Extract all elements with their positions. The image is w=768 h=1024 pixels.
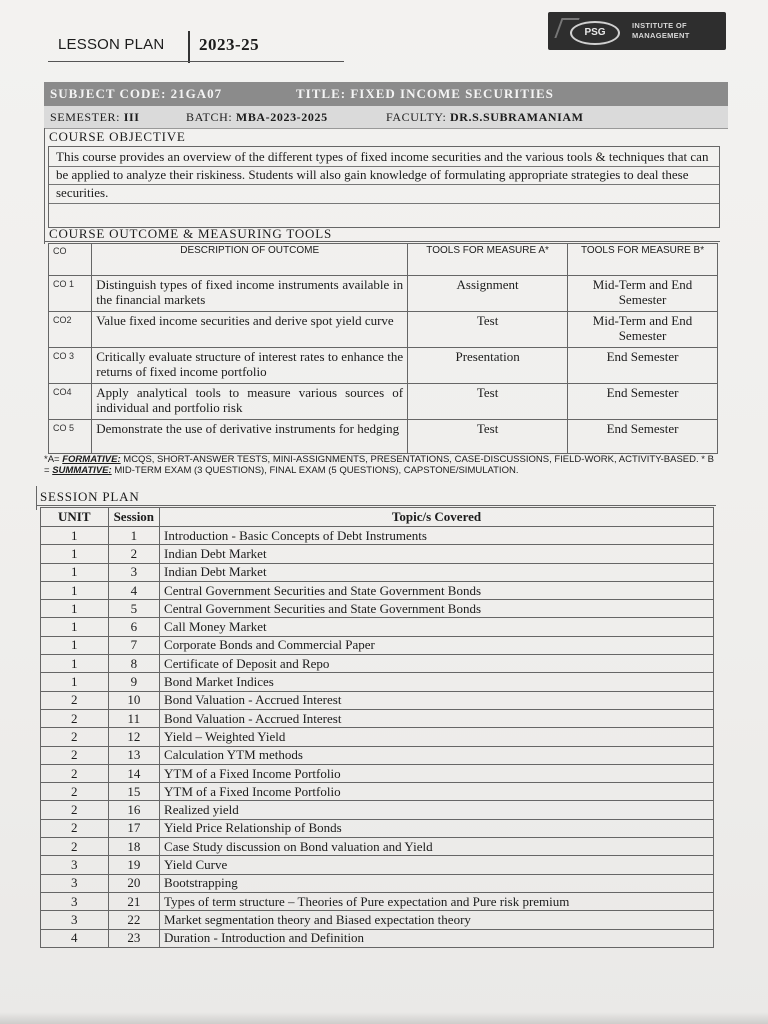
col-measure-a-header: TOOLS FOR MEASURE A*	[408, 244, 568, 276]
session-number: 10	[108, 691, 159, 709]
session-row	[41, 728, 714, 746]
faculty-info	[386, 110, 584, 125]
course-outcome-table	[48, 243, 718, 454]
session-topic: Central Government Securities and State Government Bonds	[160, 581, 714, 599]
semester-info	[50, 110, 140, 125]
session-topic: Realized yield	[160, 801, 714, 819]
co-measure-a: Test	[408, 312, 568, 348]
logo-abbreviation: PSG	[570, 21, 620, 45]
session-unit: 1	[41, 527, 109, 545]
session-topic: Yield Price Relationship of Bonds	[160, 819, 714, 837]
note-b-prefix: * B =	[44, 454, 714, 476]
session-unit: 1	[41, 655, 109, 673]
session-unit: 1	[41, 600, 109, 618]
session-table-body	[41, 527, 714, 948]
session-unit: 2	[41, 801, 109, 819]
session-row	[41, 673, 714, 691]
batch-label: BATCH:	[186, 110, 233, 124]
session-row	[41, 911, 714, 929]
session-unit: 2	[41, 819, 109, 837]
outcome-header-row	[49, 244, 718, 276]
co-description: Distinguish types of fixed income instruments available in the financial markets	[92, 276, 408, 312]
ruled-line	[49, 203, 719, 204]
session-number: 19	[108, 856, 159, 874]
co-measure-b: End Semester	[568, 348, 718, 384]
session-unit: 2	[41, 764, 109, 782]
session-number: 16	[108, 801, 159, 819]
faculty-label: FACULTY:	[386, 110, 447, 124]
session-unit: 3	[41, 856, 109, 874]
session-unit: 1	[41, 636, 109, 654]
co-measure-a: Test	[408, 420, 568, 454]
session-number: 12	[108, 728, 159, 746]
co-measure-a: Assignment	[408, 276, 568, 312]
outcome-row	[49, 384, 718, 420]
col-unit-header: UNIT	[41, 508, 109, 527]
session-row	[41, 746, 714, 764]
header-divider	[188, 31, 190, 63]
session-row	[41, 838, 714, 856]
co-measure-b: Mid-Term and End Semester	[568, 312, 718, 348]
academic-year: 2023-25	[199, 35, 260, 54]
session-number: 7	[108, 636, 159, 654]
session-row	[41, 819, 714, 837]
faculty-value: DR.S.SUBRAMANIAM	[450, 110, 584, 124]
col-co-header: CO	[49, 244, 92, 276]
session-number: 17	[108, 819, 159, 837]
session-unit: 4	[41, 929, 109, 947]
institution-logo	[548, 12, 726, 50]
note-b-key: SUMMATIVE:	[52, 465, 112, 476]
session-topic: Certificate of Deposit and Repo	[160, 655, 714, 673]
session-unit: 2	[41, 838, 109, 856]
session-row	[41, 783, 714, 801]
col-session-header: Session	[108, 508, 159, 527]
col-measure-b-header: TOOLS FOR MEASURE B*	[568, 244, 718, 276]
session-number: 15	[108, 783, 159, 801]
note-a-prefix: *A=	[44, 454, 60, 465]
session-row	[41, 563, 714, 581]
co-id: CO4	[49, 384, 92, 420]
session-number: 3	[108, 563, 159, 581]
session-row	[41, 545, 714, 563]
session-topic: Duration - Introduction and Definition	[160, 929, 714, 947]
batch-value: MBA-2023-2025	[235, 110, 328, 124]
lesson-plan-label: LESSON PLAN	[58, 36, 165, 53]
outcome-row	[49, 276, 718, 312]
outcome-row	[49, 312, 718, 348]
session-row	[41, 929, 714, 947]
session-topic: Introduction - Basic Concepts of Debt Instruments	[160, 527, 714, 545]
session-number: 8	[108, 655, 159, 673]
session-number: 1	[108, 527, 159, 545]
session-topic: Corporate Bonds and Commercial Paper	[160, 636, 714, 654]
session-topic: Yield Curve	[160, 856, 714, 874]
course-objective-box	[48, 146, 720, 228]
course-objective-text: This course provides an overview of the different types of fixed income securities and the various tools & techniques that can be applied to analyze their riskiness. Students will also gain knowledge of formulating appropriate strategies to deal these securities.	[56, 149, 709, 200]
session-unit: 1	[41, 545, 109, 563]
batch-info	[186, 110, 328, 125]
session-row	[41, 856, 714, 874]
session-unit: 2	[41, 691, 109, 709]
session-number: 5	[108, 600, 159, 618]
session-left-rule	[36, 486, 37, 510]
session-number: 2	[108, 545, 159, 563]
session-row	[41, 709, 714, 727]
session-number: 21	[108, 892, 159, 910]
objective-left-rule	[44, 128, 45, 228]
info-bar	[44, 106, 728, 129]
session-row	[41, 892, 714, 910]
session-topic: Market segmentation theory and Biased expectation theory	[160, 911, 714, 929]
co-description: Critically evaluate structure of interest rates to enhance the returns of fixed income portfolio	[92, 348, 408, 384]
session-number: 18	[108, 838, 159, 856]
course-objective-heading: COURSE OBJECTIVE	[49, 129, 186, 144]
session-unit: 3	[41, 874, 109, 892]
co-description: Demonstrate the use of derivative instruments for hedging	[92, 420, 408, 454]
logo-institution-name: INSTITUTE OF MANAGEMENT	[632, 21, 690, 40]
semester-label: SEMESTER:	[50, 110, 121, 124]
session-unit: 1	[41, 563, 109, 581]
session-topic: Bond Market Indices	[160, 673, 714, 691]
session-unit: 3	[41, 892, 109, 910]
semester-value: III	[123, 110, 140, 124]
co-measure-b: End Semester	[568, 420, 718, 454]
session-heading-rule	[36, 505, 716, 506]
co-measure-a: Test	[408, 384, 568, 420]
session-topic: Case Study discussion on Bond valuation and Yield	[160, 838, 714, 856]
session-number: 13	[108, 746, 159, 764]
session-unit: 2	[41, 728, 109, 746]
session-unit: 2	[41, 783, 109, 801]
col-description-header: DESCRIPTION OF OUTCOME	[92, 244, 408, 276]
session-topic: YTM of a Fixed Income Portfolio	[160, 783, 714, 801]
session-number: 20	[108, 874, 159, 892]
co-measure-a: Presentation	[408, 348, 568, 384]
session-header-row	[41, 508, 714, 527]
session-topic: Indian Debt Market	[160, 545, 714, 563]
co-id: CO 3	[49, 348, 92, 384]
note-a-text: MCQS, SHORT-ANSWER TESTS, MINI-ASSIGNMENTS, PRESENTATIONS, CASE-DISCUSSIONS, FIELD-WORK, ACTIVITY-BASED.	[123, 454, 699, 465]
session-number: 11	[108, 709, 159, 727]
session-unit: 1	[41, 618, 109, 636]
session-row	[41, 600, 714, 618]
session-number: 9	[108, 673, 159, 691]
co-measure-b: End Semester	[568, 384, 718, 420]
session-row	[41, 655, 714, 673]
session-unit: 2	[41, 746, 109, 764]
co-id: CO 5	[49, 420, 92, 454]
session-topic: Types of term structure – Theories of Pure expectation and Pure risk premium	[160, 892, 714, 910]
session-row	[41, 636, 714, 654]
session-number: 14	[108, 764, 159, 782]
co-description: Apply analytical tools to measure various sources of individual and portfolio risk	[92, 384, 408, 420]
session-row	[41, 764, 714, 782]
session-topic: Bond Valuation - Accrued Interest	[160, 691, 714, 709]
session-unit: 2	[41, 709, 109, 727]
session-topic: Indian Debt Market	[160, 563, 714, 581]
header-underline	[48, 61, 344, 62]
co-measure-b: Mid-Term and End Semester	[568, 276, 718, 312]
session-row	[41, 527, 714, 545]
session-row	[41, 581, 714, 599]
co-id: CO 1	[49, 276, 92, 312]
session-unit: 1	[41, 673, 109, 691]
session-topic: Call Money Market	[160, 618, 714, 636]
subject-title: TITLE: FIXED INCOME SECURITIES	[296, 86, 554, 101]
session-number: 23	[108, 929, 159, 947]
note-a-key: FORMATIVE:	[62, 454, 121, 465]
session-plan-heading: SESSION PLAN	[40, 489, 140, 504]
session-unit: 3	[41, 911, 109, 929]
session-row	[41, 618, 714, 636]
subject-code: SUBJECT CODE: 21GA07	[50, 86, 223, 101]
note-b-text: MID-TERM EXAM (3 QUESTIONS), FINAL EXAM (5 QUESTIONS), CAPSTONE/SIMULATION.	[114, 465, 519, 476]
co-description: Value fixed income securities and derive spot yield curve	[92, 312, 408, 348]
session-topic: Bootstrapping	[160, 874, 714, 892]
outcome-row	[49, 348, 718, 384]
session-plan-table	[40, 507, 714, 948]
session-topic: Yield – Weighted Yield	[160, 728, 714, 746]
session-topic: Bond Valuation - Accrued Interest	[160, 709, 714, 727]
course-outcome-heading: COURSE OUTCOME & MEASURING TOOLS	[49, 226, 332, 241]
session-number: 22	[108, 911, 159, 929]
session-number: 4	[108, 581, 159, 599]
outcome-heading-rule	[44, 241, 720, 242]
session-row	[41, 801, 714, 819]
session-number: 6	[108, 618, 159, 636]
session-topic: Central Government Securities and State Government Bonds	[160, 600, 714, 618]
col-topic-header: Topic/s Covered	[160, 508, 714, 527]
session-topic: Calculation YTM methods	[160, 746, 714, 764]
subject-bar	[44, 82, 728, 106]
measure-footnote	[44, 454, 720, 476]
session-row	[41, 691, 714, 709]
session-row	[41, 874, 714, 892]
session-unit: 1	[41, 581, 109, 599]
co-id: CO2	[49, 312, 92, 348]
outcome-row	[49, 420, 718, 454]
session-topic: YTM of a Fixed Income Portfolio	[160, 764, 714, 782]
